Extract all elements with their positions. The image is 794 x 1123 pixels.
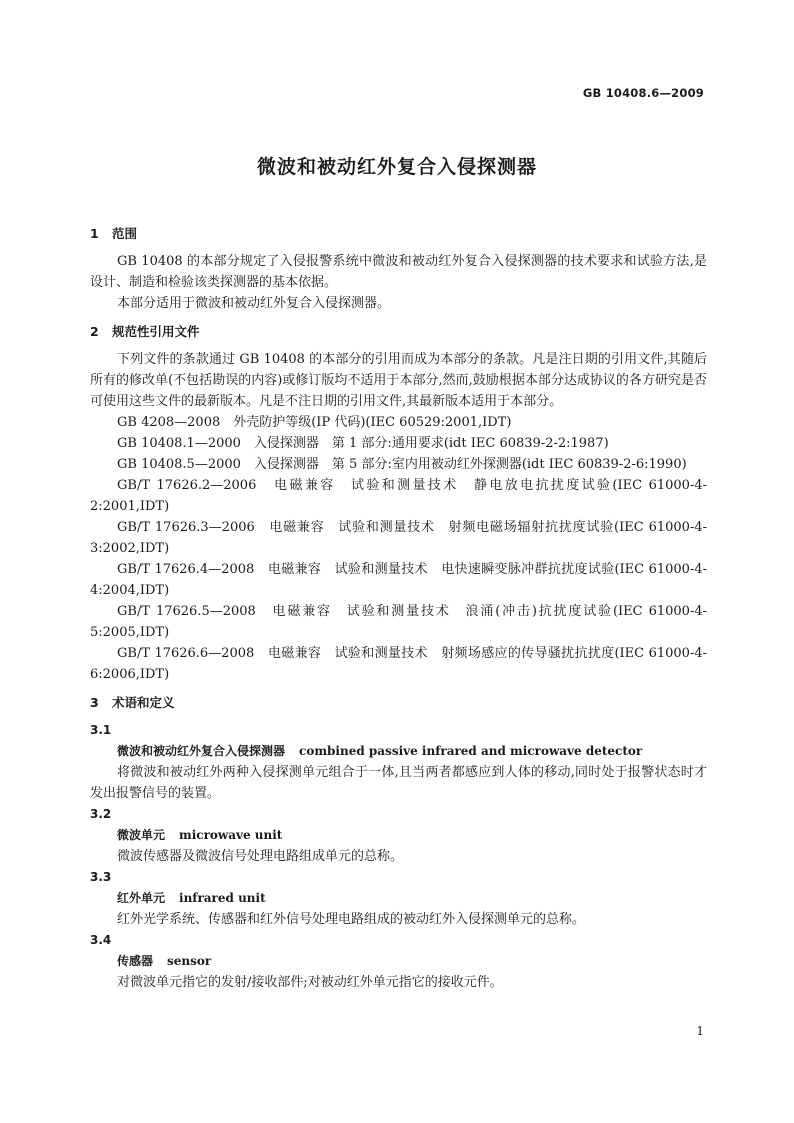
term-definition: 将微波和被动红外两种入侵探测单元组合于一体,且当两者都感应到人体的移动,同时处于报警状态时才发出报警信号的装置。 bbox=[90, 765, 707, 801]
reference-item: GB 10408.5—2000 入侵探测器 第 5 部分:室内用被动红外探测器(idt IEC 60839-2-6:1990) bbox=[117, 457, 687, 472]
section-terms-definitions bbox=[90, 693, 707, 993]
term-definition: 微波传感器及微波信号处理电路组成单元的总称。 bbox=[117, 849, 404, 864]
paragraph: 本部分适用于微波和被动红外复合入侵探测器。 bbox=[117, 296, 391, 311]
section-number: 2 bbox=[90, 324, 99, 339]
paragraph: 下列文件的条款通过 GB 10408 的本部分的引用而成为本部分的条款。凡是注日期的引用文件,其随后所有的修改单(不包括勘误的内容)或修订版均不适用于本部分,然而,鼓励根据本部分达成协议的各方研究是否可使用这些文件的最新版本。凡是不注日期的引用文件,其最新版本适用于本部分。 bbox=[90, 352, 707, 409]
term-definition: 对微波单元指它的发射/接收部件;对被动红外单元指它的接收元件。 bbox=[117, 975, 503, 990]
section-normative-references bbox=[90, 322, 707, 685]
reference-item: GB 4208—2008 外壳防护等级(IP 代码)(IEC 60529:2001,IDT) bbox=[117, 415, 512, 430]
clause-number: 3.4 bbox=[90, 933, 112, 947]
term-entry bbox=[90, 741, 707, 762]
reference-item: GB/T 17626.3—2006 电磁兼容 试验和测量技术 射频电磁场辐射抗扰度试验(IEC 61000-4-3:2002,IDT) bbox=[90, 520, 707, 556]
term-chinese: 微波单元 bbox=[117, 828, 166, 842]
section-number: 1 bbox=[90, 226, 99, 241]
section-heading bbox=[90, 322, 707, 340]
paragraph: GB 10408 的本部分规定了入侵报警系统中微波和被动红外复合入侵探测器的技术要求和试验方法,是设计、制造和检验该类探测器的基本依据。 bbox=[90, 254, 707, 290]
term-english: sensor bbox=[167, 954, 212, 968]
clause-number: 3.3 bbox=[90, 870, 112, 884]
section-heading bbox=[90, 693, 707, 711]
reference-item: GB/T 17626.2—2006 电磁兼容 试验和测量技术 静电放电抗扰度试验(IEC 61000-4-2:2001,IDT) bbox=[90, 478, 707, 514]
section-heading bbox=[90, 224, 707, 242]
reference-item: GB/T 17626.4—2008 电磁兼容 试验和测量技术 电快速瞬变脉冲群抗扰度试验(IEC 61000-4-4:2004,IDT) bbox=[90, 562, 707, 598]
section-title: 术语和定义 bbox=[112, 695, 175, 710]
page-number: 1 bbox=[696, 1024, 704, 1038]
reference-item: GB/T 17626.6—2008 电磁兼容 试验和测量技术 射频场感应的传导骚扰抗扰度(IEC 61000-4-6:2006,IDT) bbox=[90, 646, 707, 682]
term-chinese: 传感器 bbox=[117, 954, 154, 968]
term-clause bbox=[90, 720, 707, 804]
section-number: 3 bbox=[90, 695, 99, 710]
section-scope bbox=[90, 224, 707, 314]
term-chinese: 微波和被动红外复合入侵探测器 bbox=[117, 744, 286, 758]
document-title: 微波和被动红外复合入侵探测器 bbox=[256, 156, 537, 178]
term-entry bbox=[90, 888, 707, 909]
term-english: combined passive infrared and microwave detector bbox=[299, 744, 643, 758]
reference-list bbox=[90, 412, 707, 685]
document-body bbox=[90, 224, 707, 993]
term-english: microwave unit bbox=[179, 828, 283, 842]
reference-item: GB 10408.1—2000 入侵探测器 第 1 部分:通用要求(idt IEC 60839-2-2:1987) bbox=[117, 436, 609, 451]
standard-code: GB 10408.6—2009 bbox=[582, 86, 704, 100]
term-definition: 红外光学系统、传感器和红外信号处理电路组成的被动红外入侵探测单元的总称。 bbox=[117, 912, 586, 927]
term-entry bbox=[90, 825, 707, 846]
term-chinese: 红外单元 bbox=[117, 891, 166, 905]
reference-item: GB/T 17626.5—2008 电磁兼容 试验和测量技术 浪涌(冲击)抗扰度试验(IEC 61000-4-5:2005,IDT) bbox=[90, 604, 707, 640]
term-entry bbox=[90, 951, 707, 972]
section-title: 范围 bbox=[112, 226, 138, 241]
clause-number: 3.2 bbox=[90, 807, 112, 821]
term-english: infrared unit bbox=[179, 891, 266, 905]
clause-number: 3.1 bbox=[90, 723, 112, 737]
term-clause bbox=[90, 867, 707, 930]
section-title: 规范性引用文件 bbox=[112, 324, 200, 339]
term-clause bbox=[90, 804, 707, 867]
term-clause bbox=[90, 930, 707, 993]
